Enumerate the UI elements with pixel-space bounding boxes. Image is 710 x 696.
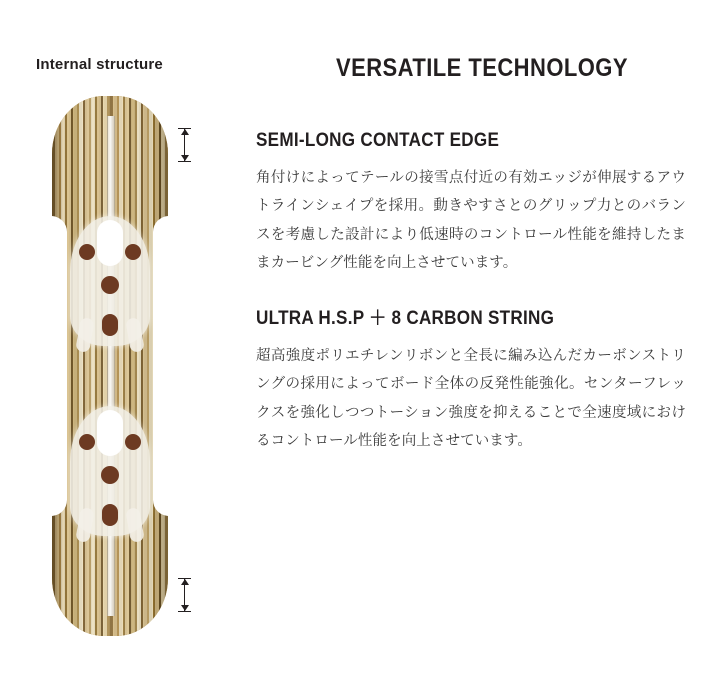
tech-section-ultra-hsp-carbon-string: [256, 303, 698, 455]
binding-hole: [101, 466, 119, 484]
carbon-string-center: [107, 116, 115, 616]
snowboard-illustration: [52, 96, 168, 636]
measure-arrow-up-icon: [181, 579, 189, 585]
measure-cap-bottom: [178, 611, 191, 612]
binding-insert-top: [70, 216, 150, 346]
binding-hole: [79, 244, 95, 260]
binding-notch: [97, 410, 123, 456]
binding-notch: [97, 220, 123, 266]
snowboard-body: [52, 96, 168, 636]
binding-hole: [125, 434, 141, 450]
measure-cap-bottom: [178, 161, 191, 162]
technology-panel: [252, 0, 710, 696]
binding-insert-bottom: [70, 406, 150, 536]
sidecut-left: [52, 216, 67, 516]
binding-hole: [79, 434, 95, 450]
tech-section-heading: SEMI-LONG CONTACT EDGE: [256, 130, 500, 151]
tech-section-semi-long-contact-edge: [256, 130, 698, 277]
binding-hole: [125, 244, 141, 260]
internal-structure-label: Internal structure: [36, 56, 163, 73]
tail-contact-measure: [176, 128, 206, 162]
sidecut-right: [153, 216, 168, 516]
tech-section-heading: ULTRA H.S.P ＋ 8 CARBON STRING: [256, 308, 555, 329]
measure-arrow-up-icon: [181, 129, 189, 135]
binding-hole: [101, 276, 119, 294]
nose-contact-measure: [176, 578, 206, 612]
tech-section-body: 角付けによってテールの接雪点付近の有効エッジが伸展するアウトラインシェイプを採用。動きやすさとのグリップ力とのバランスを考慮した設計により低速時のコントロール性能を維持したままカービング性能を向上させています。: [256, 170, 686, 271]
internal-structure-panel: [0, 0, 245, 696]
binding-hole: [102, 314, 118, 336]
tech-section-body: 超高強度ポリエチレンリボンと全長に編み込んだカーボンストリングの採用によってボード全体の反発性能強化。センターフレックスを強化しつつトーション強度を抑えることで全速度域におけるコントロール性能を向上させています。: [256, 348, 686, 449]
binding-hole: [102, 504, 118, 526]
page-title: VERSATILE TECHNOLOGY: [336, 54, 628, 82]
